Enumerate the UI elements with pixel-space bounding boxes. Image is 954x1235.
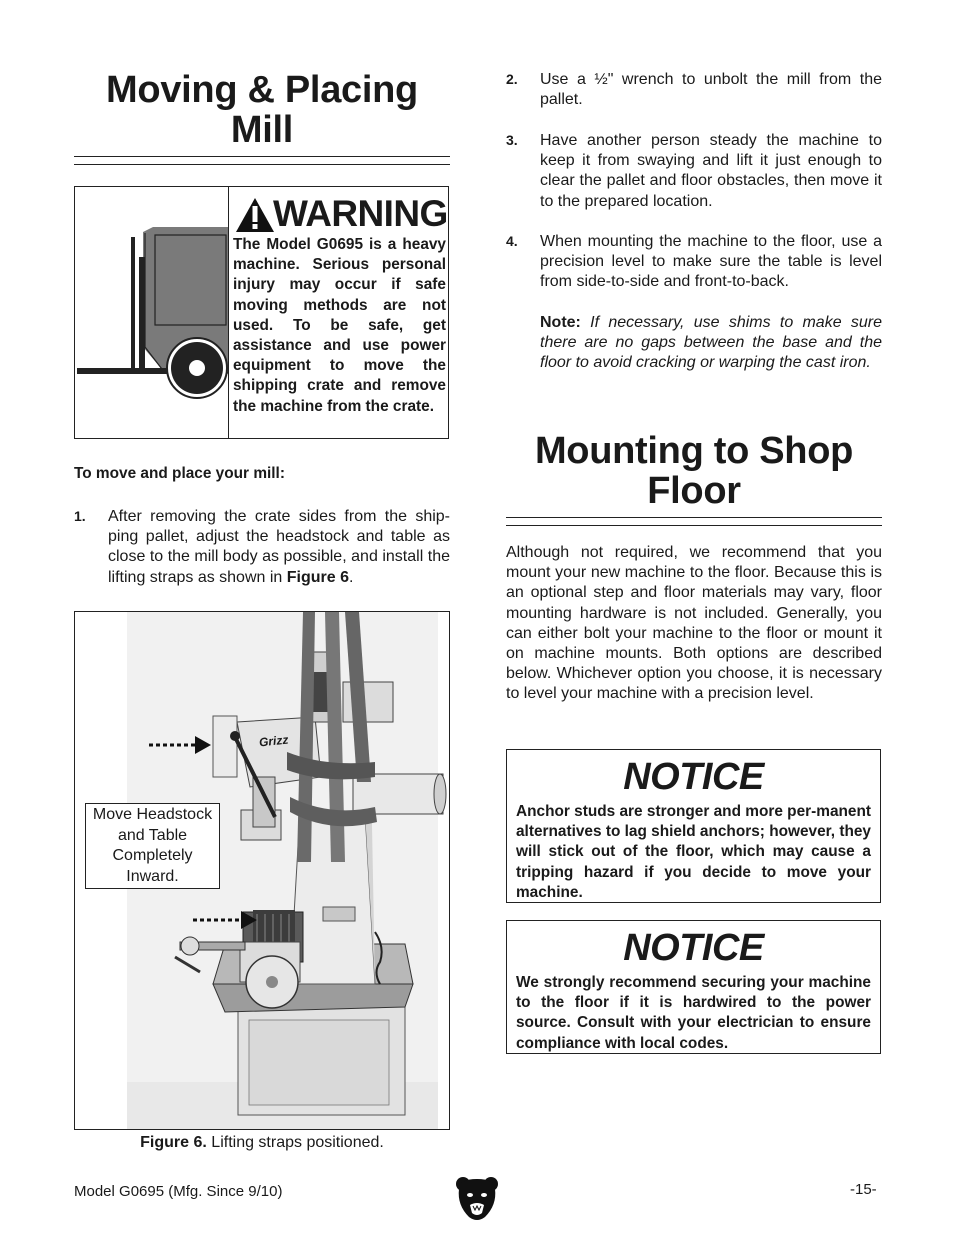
section-title-mounting: Mounting to Shop Floor [534, 430, 854, 512]
warning-box [74, 186, 449, 439]
step-2: 2. Use a ½" wrench to unbolt the mill from the pallet. [506, 71, 882, 109]
footer-model: Model G0695 (Mfg. Since 9/10) [74, 1183, 283, 1200]
forklift-icon [75, 187, 229, 438]
figure-callout: Move Headstock and Table Completely Inward. [85, 803, 220, 889]
warning-body: The Model G0695 is a heavy machine. Serious personal injury may occur if safe moving methods are not used. To be safe, get assistance and use power equipment to move the shipping crate and remove the machine from the crate. [233, 236, 446, 415]
step-1: 1. After removing the crate sides from the ship-ping pallet, adjust the headstock and table as close to the mill body as possible, and install the lifting straps as shown in Figure 6. [74, 508, 450, 586]
step-4: 4. When mounting the machine to the floor, use a precision level to make sure the table is level from side-to-side and front-to-back. Note: If necessary, use shims to make sure there are no gaps between the base and the floor to avoid cracking or warping the cast iron. [506, 232, 882, 373]
section-title-moving: Moving & Placing Mill [106, 69, 418, 151]
step-3: 3. Have another person steady the machine to keep it from swaying and lift it just enough to clear the pallet and floor obstacles, then move it to the prepared location. [506, 132, 882, 210]
title-rule [506, 517, 882, 526]
figure-6 [74, 611, 450, 1130]
figure-caption: Figure 6. Lifting straps positioned. [140, 1134, 384, 1151]
subheading: To move and place your mill: [74, 465, 285, 482]
notice-box-1 [506, 749, 881, 903]
title-rule [74, 156, 450, 165]
notice-box-2 [506, 920, 881, 1054]
warning-heading: WARNING [235, 195, 445, 233]
bear-logo-icon [455, 1175, 499, 1223]
machine-label: Grizz [258, 732, 289, 750]
figure-ref[interactable]: Figure 6 [286, 568, 349, 586]
footer-page-number: -15- [850, 1181, 877, 1198]
warning-triangle-icon [235, 197, 275, 233]
notice-heading: NOTICE [623, 927, 764, 969]
notice-body: We strongly recommend securing your machine to the floor if it is hardwired to the power source. Consult with your electrician to ensure compliance with local codes. [516, 974, 871, 1052]
mounting-intro: Although not required, we recommend that you mount your new machine to the floor. Because this is an optional step and floor materials may vary, floor mounting hardware is not included. Generally, you can either bolt your machine to the floor or mount it on machine mounts. Both options are described below. Whichever option you choose, it is necessary to level your machine with a precision level. [506, 544, 882, 703]
step-4-note: Note: If necessary, use shims to make sure there are no gaps between the base and the floor to avoid cracking or warping the cast iron. [540, 313, 882, 372]
notice-heading: NOTICE [623, 756, 764, 798]
notice-body: Anchor studs are stronger and more per-manent alternatives to lag shield anchors; however, they will stick out of the floor, which may cause a tripping hazard if you decide to move your machine. [516, 803, 871, 901]
